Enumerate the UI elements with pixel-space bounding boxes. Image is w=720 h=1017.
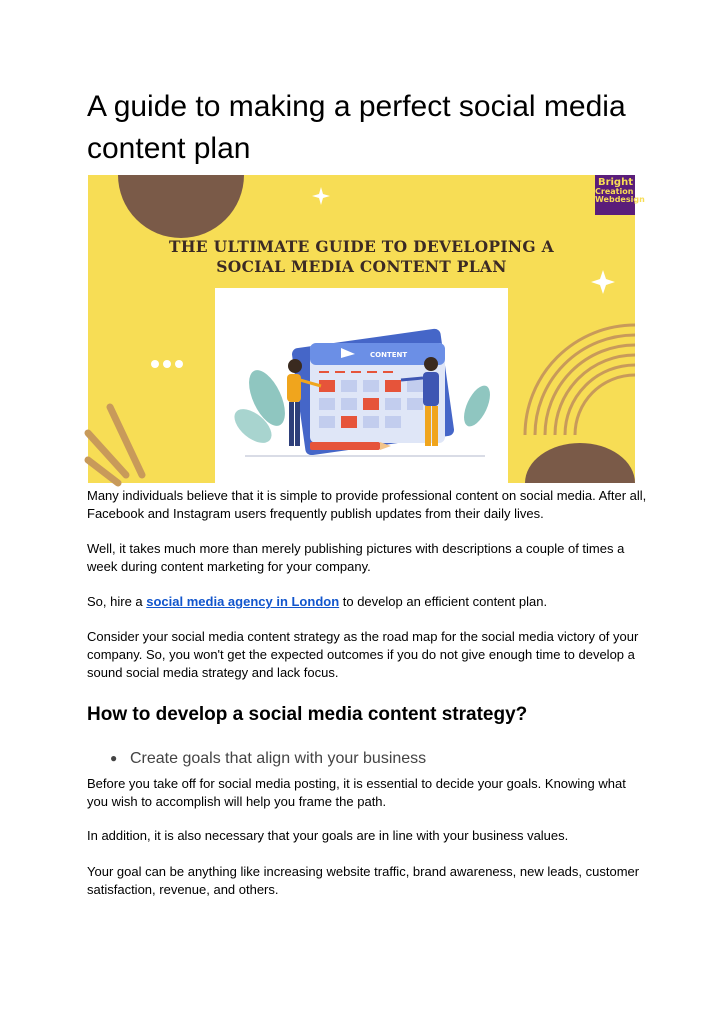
paragraph-hire-text-after: to develop an efficient content plan.	[339, 594, 548, 609]
calendar-label: CONTENT	[370, 351, 408, 359]
banner-heading-line1: THE ULTIMATE GUIDE TO DEVELOPING A	[169, 237, 554, 256]
brand-logo	[595, 175, 645, 215]
paragraph-intro: Many individuals believe that it is simple to provide professional content on social media. After all, Facebook and Instagram users frequently publish updates from their daily lives.	[87, 488, 647, 521]
logo-line1: Bright	[597, 177, 633, 188]
page-title: A guide to making a perfect social media content plan	[87, 90, 626, 165]
bullet-icon: ●	[110, 751, 118, 765]
paragraph-hire-text-before: So, hire a	[87, 594, 147, 609]
paragraph-road-map: Consider your social media content strategy as the road map for the social media victory of your company. So, you won't get the expected outcomes if you do not give enough time to develop a sound social media strategy and lack focus.	[87, 629, 639, 680]
bullet-text: Create goals that align with your business	[130, 750, 427, 767]
banner-heading-line2: SOCIAL MEDIA CONTENT PLAN	[216, 257, 507, 276]
logo-line2: Creation	[595, 187, 634, 196]
section-heading: How to develop a social media content strategy?	[87, 704, 528, 725]
banner-image	[88, 175, 645, 483]
social-media-agency-link[interactable]: social media agency in London	[146, 594, 340, 609]
bullet-item	[110, 747, 630, 770]
paragraph-hire-agency	[87, 593, 647, 611]
illustration-panel	[215, 288, 508, 483]
paragraph-goal-examples: Your goal can be anything like increasing website traffic, brand awareness, new leads, customer satisfaction, revenue, and others.	[87, 864, 640, 897]
banner-heading	[88, 237, 635, 277]
content-calendar-illustration	[215, 288, 508, 483]
paragraph-publishing: Well, it takes much more than merely publishing pictures with descriptions a couple of times a week during content marketing for your company.	[87, 541, 625, 574]
logo-line3: Webdesign	[595, 195, 645, 204]
paragraph-business-values: In addition, it is also necessary that your goals are in line with your business values.	[87, 828, 569, 843]
paragraph-goals: Before you take off for social media posting, it is essential to decide your goals. Knowing what you wish to accomplish will help you frame the path.	[87, 776, 626, 809]
